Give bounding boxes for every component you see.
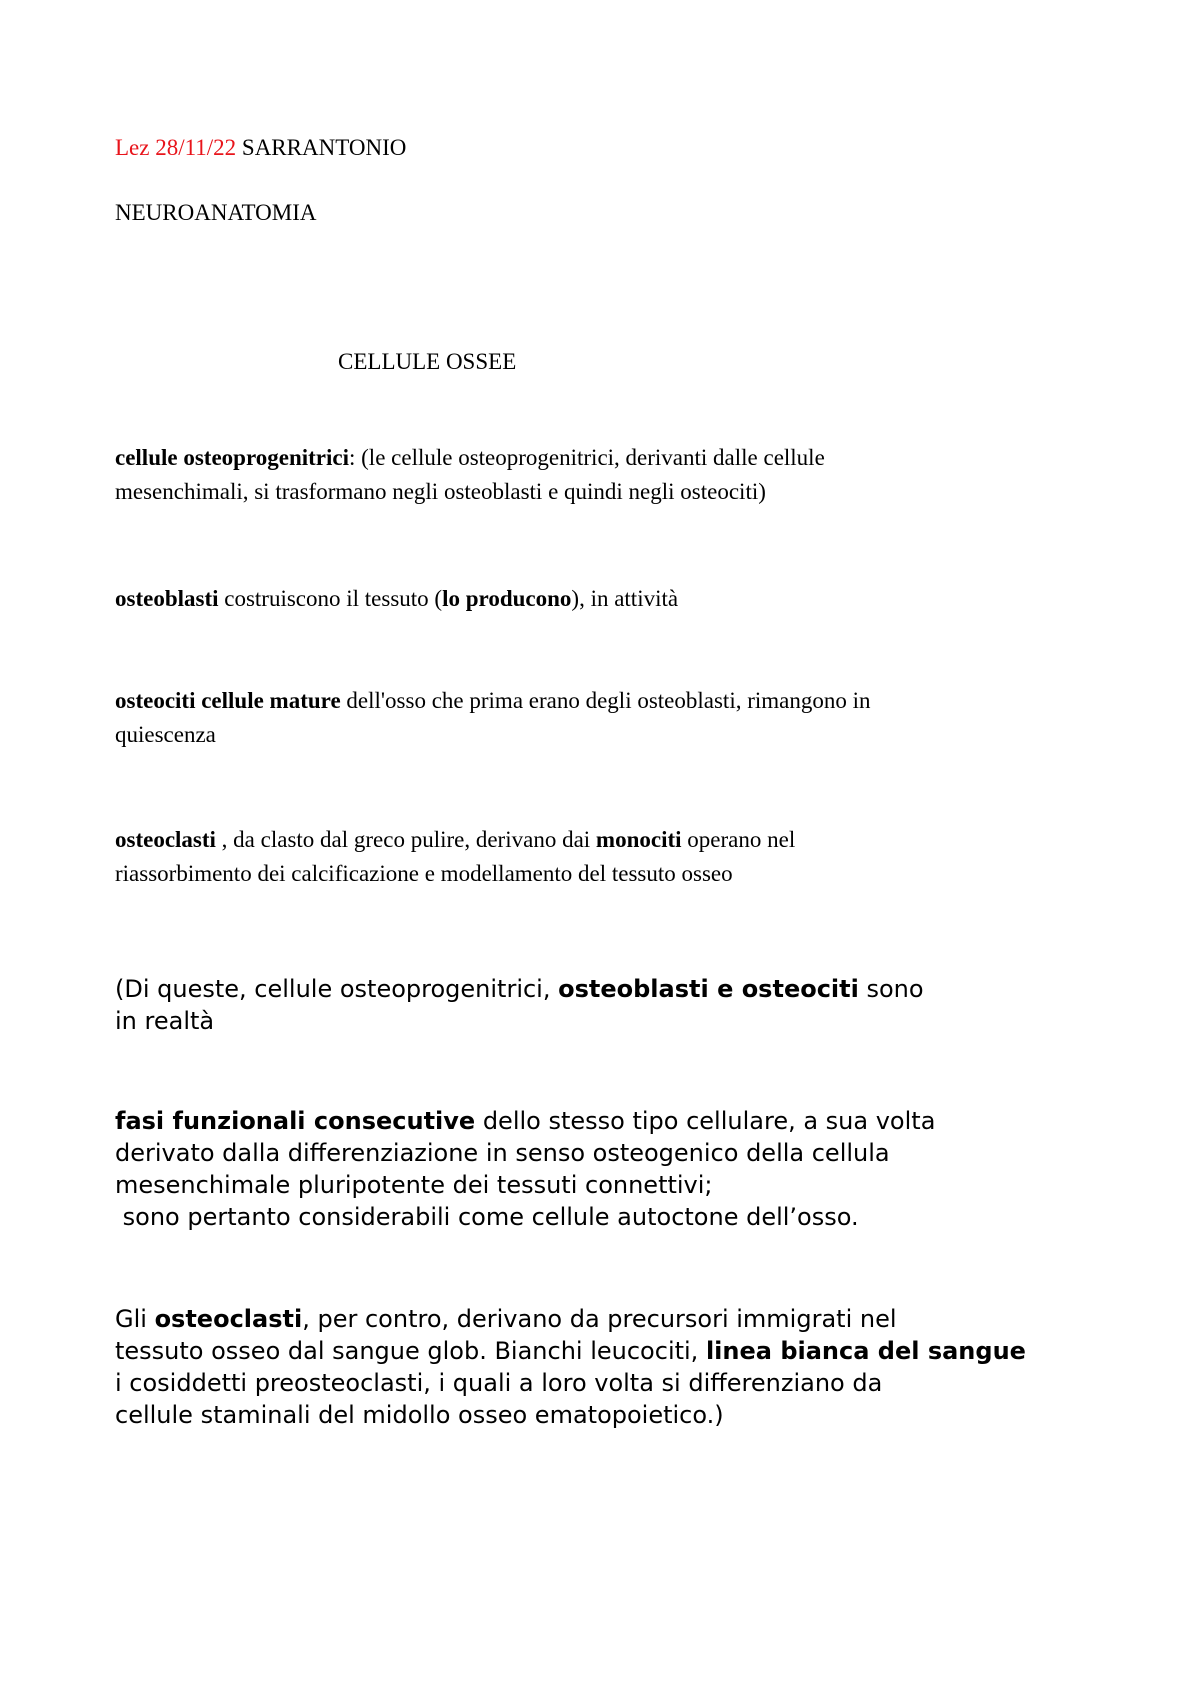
professor-name: SARRANTONIO: [241, 135, 407, 160]
text-span: : (le cellule osteoprogenitrici, derivanti dalle cellule: [349, 445, 825, 470]
text-span: dello stesso tipo cellulare, a sua volta: [475, 1107, 936, 1135]
text-span: sono pertanto considerabili come cellule autoctone dell’osso.: [115, 1203, 859, 1231]
text-span: , per contro, derivano da precursori immigrati nel: [302, 1305, 897, 1333]
bold-span: fasi funzionali consecutive: [115, 1107, 476, 1135]
paragraph-osteoprogenitrici: [115, 441, 1115, 509]
term-osteociti: osteociti cellule mature: [115, 688, 341, 713]
text-span: mesenchimale pluripotente dei tessuti connettivi;: [115, 1171, 713, 1199]
subject-line: NEUROANATOMIA: [115, 200, 317, 225]
paragraph-note-intro: [115, 973, 1115, 1037]
text-span: in realtà: [115, 1007, 215, 1035]
text-span: riassorbimento dei calcificazione e modellamento del tessuto osseo: [115, 861, 733, 886]
text-span: (Di queste, cellule osteoprogenitrici,: [115, 975, 559, 1003]
bold-span: linea bianca del sangue: [705, 1337, 1026, 1365]
lesson-header: [115, 131, 1115, 165]
bold-span: monociti: [595, 827, 682, 852]
text-span: tessuto osseo dal sangue glob. Bianchi leucociti,: [115, 1337, 706, 1365]
text-span: dell'osso che prima erano degli osteoblasti, rimangono in: [340, 688, 871, 713]
text-span: derivato dalla differenziazione in senso osteogenico della cellula: [115, 1139, 890, 1167]
text-span: costruiscono il tessuto (: [218, 586, 443, 611]
term-osteoblasti: osteoblasti: [115, 586, 219, 611]
bold-span: osteoclasti: [154, 1305, 303, 1333]
paragraph-osteoclasti-origine: [115, 1303, 1115, 1431]
text-span: ), in attività: [571, 586, 679, 611]
bold-span: lo producono: [442, 586, 572, 611]
paragraph-fasi-funzionali: [115, 1105, 1115, 1233]
text-span: quiescenza: [115, 722, 216, 747]
page-title: CELLULE OSSEE: [338, 349, 517, 374]
term-osteoclasti: osteoclasti: [115, 827, 216, 852]
text-span: , da clasto dal greco pulire, derivano dai: [215, 827, 596, 852]
bold-span: osteoblasti e osteociti: [558, 975, 859, 1003]
text-span: operano nel: [681, 827, 796, 852]
paragraph-osteociti: [115, 684, 1115, 752]
text-span: i cosiddetti preosteoclasti, i quali a loro volta si differenziano da: [115, 1369, 883, 1397]
term-osteoprogenitrici: cellule osteoprogenitrici: [115, 445, 349, 470]
paragraph-osteoblasti: [115, 582, 1115, 616]
lesson-date-label: Lez 28/11/22: [115, 135, 237, 160]
text-span: Gli: [115, 1305, 155, 1333]
text-span: sono: [858, 975, 924, 1003]
text-span: cellule staminali del midollo osseo ematopoietico.): [115, 1401, 724, 1429]
paragraph-osteoclasti: [115, 823, 1115, 891]
text-span: mesenchimali, si trasformano negli osteoblasti e quindi negli osteociti): [115, 479, 766, 504]
